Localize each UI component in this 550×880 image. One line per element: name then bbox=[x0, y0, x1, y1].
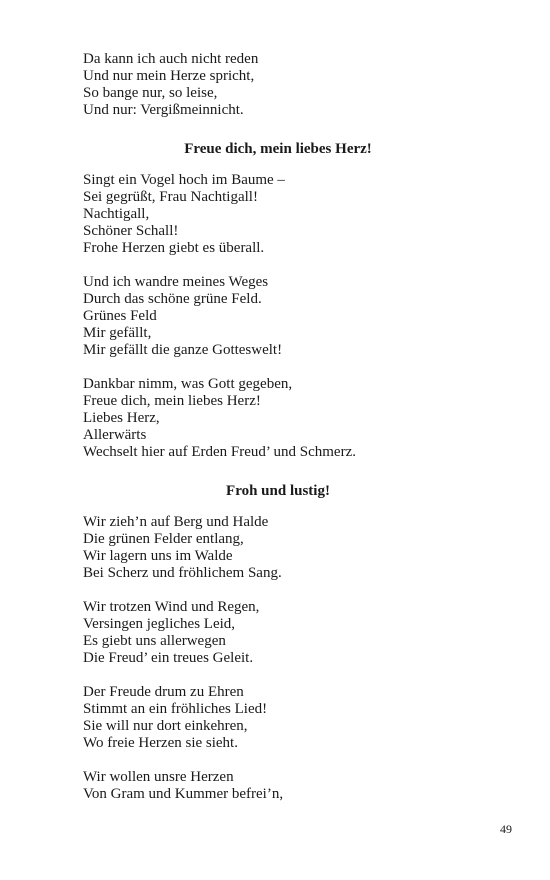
stanza-spacing bbox=[83, 359, 473, 376]
poem-title: Froh und lustig! bbox=[226, 483, 330, 499]
verse-line: Dankbar nimm, was Gott gegeben, bbox=[83, 376, 293, 392]
verse-line: Singt ein Vogel hoch im Baume – bbox=[83, 172, 285, 188]
verse-line: Frohe Herzen giebt es überall. bbox=[83, 240, 265, 256]
verse-line: Schöner Schall! bbox=[83, 223, 179, 239]
verse-line: Allerwärts bbox=[83, 427, 147, 443]
stanza bbox=[83, 514, 473, 582]
stanza-spacing bbox=[83, 257, 473, 274]
verse-line: Nachtigall, bbox=[83, 206, 150, 222]
verse-line: Durch das schöne grüne Feld. bbox=[83, 291, 262, 307]
verse-line: Wir wollen unsre Herzen bbox=[83, 769, 234, 785]
stanza-spacing bbox=[83, 752, 473, 769]
title-spacing bbox=[83, 158, 473, 172]
verse-line: Von Gram und Kummer befrei’n, bbox=[83, 786, 284, 802]
stanza bbox=[83, 51, 473, 119]
verse-line: Sie will nur dort einkehren, bbox=[83, 718, 248, 734]
verse-line: Und ich wandre meines Weges bbox=[83, 274, 269, 290]
stanza-spacing bbox=[83, 667, 473, 684]
title-spacing bbox=[83, 500, 473, 514]
poem-title: Freue dich, mein liebes Herz! bbox=[184, 141, 372, 157]
verse-line: Wechselt hier auf Erden Freud’ und Schmerz. bbox=[83, 444, 356, 460]
verse-line: Und nur mein Herze spricht, bbox=[83, 68, 255, 84]
verse-line: Die Freud’ ein treues Geleit. bbox=[83, 650, 254, 666]
verse-line: Wo freie Herzen sie sieht. bbox=[83, 735, 238, 751]
stanza bbox=[83, 376, 473, 461]
stanza bbox=[83, 274, 473, 359]
verse-line: Stimmt an ein fröhliches Lied! bbox=[83, 701, 268, 717]
verse-line: Es giebt uns allerwegen bbox=[83, 633, 226, 649]
verse-line: Und nur: Vergißmeinnicht. bbox=[83, 102, 244, 118]
verse-line: Sei gegrüßt, Frau Nachtigall! bbox=[83, 189, 258, 205]
verse-line: Versingen jegliches Leid, bbox=[83, 616, 236, 632]
poem-section bbox=[83, 119, 473, 461]
verse-line: Der Freude drum zu Ehren bbox=[83, 684, 244, 700]
verse-line: Wir zieh’n auf Berg und Halde bbox=[83, 514, 269, 530]
verse-line: Wir lagern uns im Walde bbox=[83, 548, 233, 564]
verse-line: Mir gefällt, bbox=[83, 325, 152, 341]
verse-line: So bange nur, so leise, bbox=[83, 85, 218, 101]
title-spacing bbox=[83, 461, 473, 483]
stanza bbox=[83, 172, 473, 257]
verse-line: Bei Scherz und fröhlichem Sang. bbox=[83, 565, 282, 581]
title-spacing bbox=[83, 119, 473, 141]
verse-line: Freue dich, mein liebes Herz! bbox=[83, 393, 261, 409]
stanza bbox=[83, 769, 473, 803]
stanza bbox=[83, 684, 473, 752]
poem-section bbox=[83, 461, 473, 803]
poem-text-area bbox=[83, 51, 473, 803]
verse-line: Da kann ich auch nicht reden bbox=[83, 51, 259, 67]
verse-line: Die grünen Felder entlang, bbox=[83, 531, 244, 547]
stanza bbox=[83, 599, 473, 667]
verse-line: Mir gefällt die ganze Gotteswelt! bbox=[83, 342, 283, 358]
page-number: 49 bbox=[500, 822, 512, 836]
verse-line: Liebes Herz, bbox=[83, 410, 160, 426]
poem-section bbox=[83, 51, 473, 119]
stanza-spacing bbox=[83, 582, 473, 599]
verse-line: Grünes Feld bbox=[83, 308, 157, 324]
verse-line: Wir trotzen Wind und Regen, bbox=[83, 599, 260, 615]
